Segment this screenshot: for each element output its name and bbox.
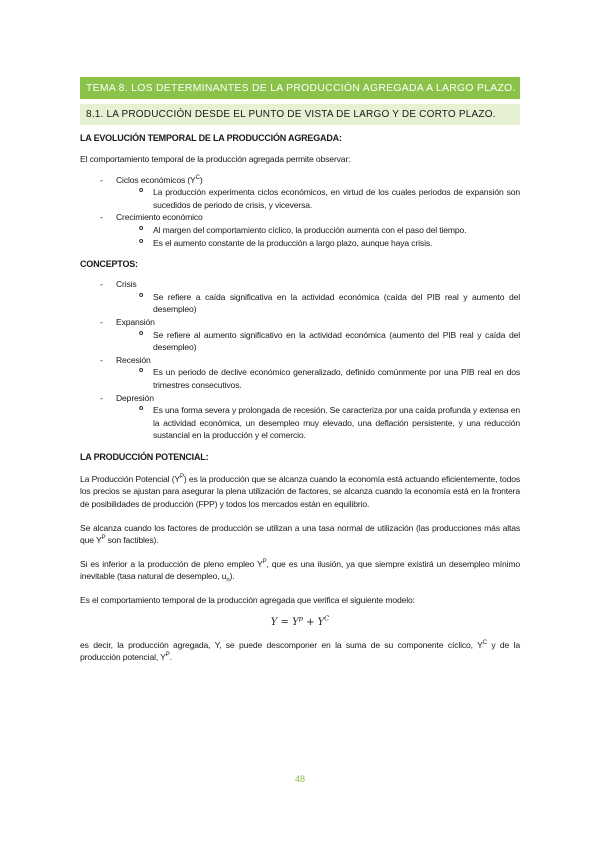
- potencial-paragraph-1: La Producción Potencial $(Y^P)$ es la producción que se alcanza cuando la economía está actuando eficientemente, todos los precios se ajustan para asegurar la plena utilización de factores, se alcanza cuando la economía está en la frontera de posibilidades de producción (FPP) y todos los mercados están en equilibrio.: [80, 473, 521, 510]
- list-item: [80, 392, 520, 442]
- potencial-paragraph-2: Se alcanza cuando los factores de producción se utilizan a una tasa normal de utilización (las producciones más altas que $Y^P$ son factibles).: [80, 522, 520, 546]
- production-formula: $Y = Y^p + Y^C$: [270, 614, 330, 628]
- sub-item: o La producción experimenta ciclos económicos, en virtud de los cuales periodos de expansión son sucedidos de periodo de crisis, y viceversa.: [116, 186, 520, 211]
- item-label: Ciclos económicos $(Y^C)$: [116, 174, 203, 185]
- potencial-heading: LA PRODUCCIÓN POTENCIAL:: [80, 451, 209, 462]
- sub-item: o Es el aumento constante de la producción a largo plazo, aunque haya crisis.: [116, 237, 520, 250]
- potencial-paragraph-5: es decir, la producción agregada, Y, se puede descomponer en la suma de su componente cíclico, $Y^C$ y de la producción potencial, $Y^P$.: [80, 639, 520, 663]
- document-page: [80, 77, 520, 664]
- potencial-paragraph-3: Si es inferior a la producción de pleno empleo $Y^P$, que es una ilusión, ya que siempre existirá un desempleo mínimo inevitable (tasa natural de desempleo, $u_n$).: [80, 558, 520, 585]
- item-label: Recesión: [116, 354, 151, 365]
- evolucion-list: [80, 174, 520, 250]
- conceptos-heading: CONCEPTOS:: [80, 259, 138, 270]
- item-label: Crecimiento económico: [116, 212, 203, 223]
- sub-item: o Al margen del comportamiento cíclico, la producción aumenta con el paso del tiempo.: [116, 224, 520, 237]
- list-item: [80, 211, 520, 249]
- potencial-paragraph-4: Es el comportamiento temporal de la producción agregada que verifica el siguiente modelo:: [80, 595, 415, 606]
- list-item: [80, 278, 520, 316]
- list-item: [80, 354, 520, 392]
- list-item: [80, 316, 520, 354]
- sub-item: o Se refiere a caída significativa en la actividad económica (caída del PIB real y aumento del desempleo): [116, 291, 520, 316]
- page-number: 48: [294, 774, 305, 784]
- sub-item: o Es una forma severa y prolongada de recesión. Se caracteriza por una caída profunda y extensa en la actividad económica, un desempleo muy elevado, una deflación persistente, y una reducción sustancial en la producción y el comercio.: [116, 404, 520, 442]
- item-label: Depresión: [116, 392, 154, 403]
- list-item: [80, 174, 520, 212]
- evolucion-heading: LA EVOLUCIÓN TEMPORAL DE LA PRODUCCIÓN AGREGADA:: [80, 133, 342, 143]
- section-banner: 8.1. LA PRODUCCIÓN DESDE EL PUNTO DE VISTA DE LARGO Y DE CORTO PLAZO.: [80, 104, 520, 125]
- sub-item: o Es un periodo de declive económico generalizado, definido comúnmente por una PIB real en dos trimestres consecutivos.: [116, 366, 520, 391]
- conceptos-list: [80, 278, 520, 442]
- item-label: Crisis: [116, 279, 137, 290]
- evolucion-intro: El comportamiento temporal de la producción agregada permite observar:: [80, 154, 351, 164]
- sub-item: o Se refiere al aumento significativo en la actividad económica (aumento del PIB real y caída del desempleo): [116, 329, 520, 354]
- chapter-banner: TEMA 8. LOS DETERMINANTES DE LA PRODUCCIÓN AGREGADA A LARGO PLAZO.: [80, 77, 520, 99]
- item-label: Expansión: [116, 316, 155, 327]
